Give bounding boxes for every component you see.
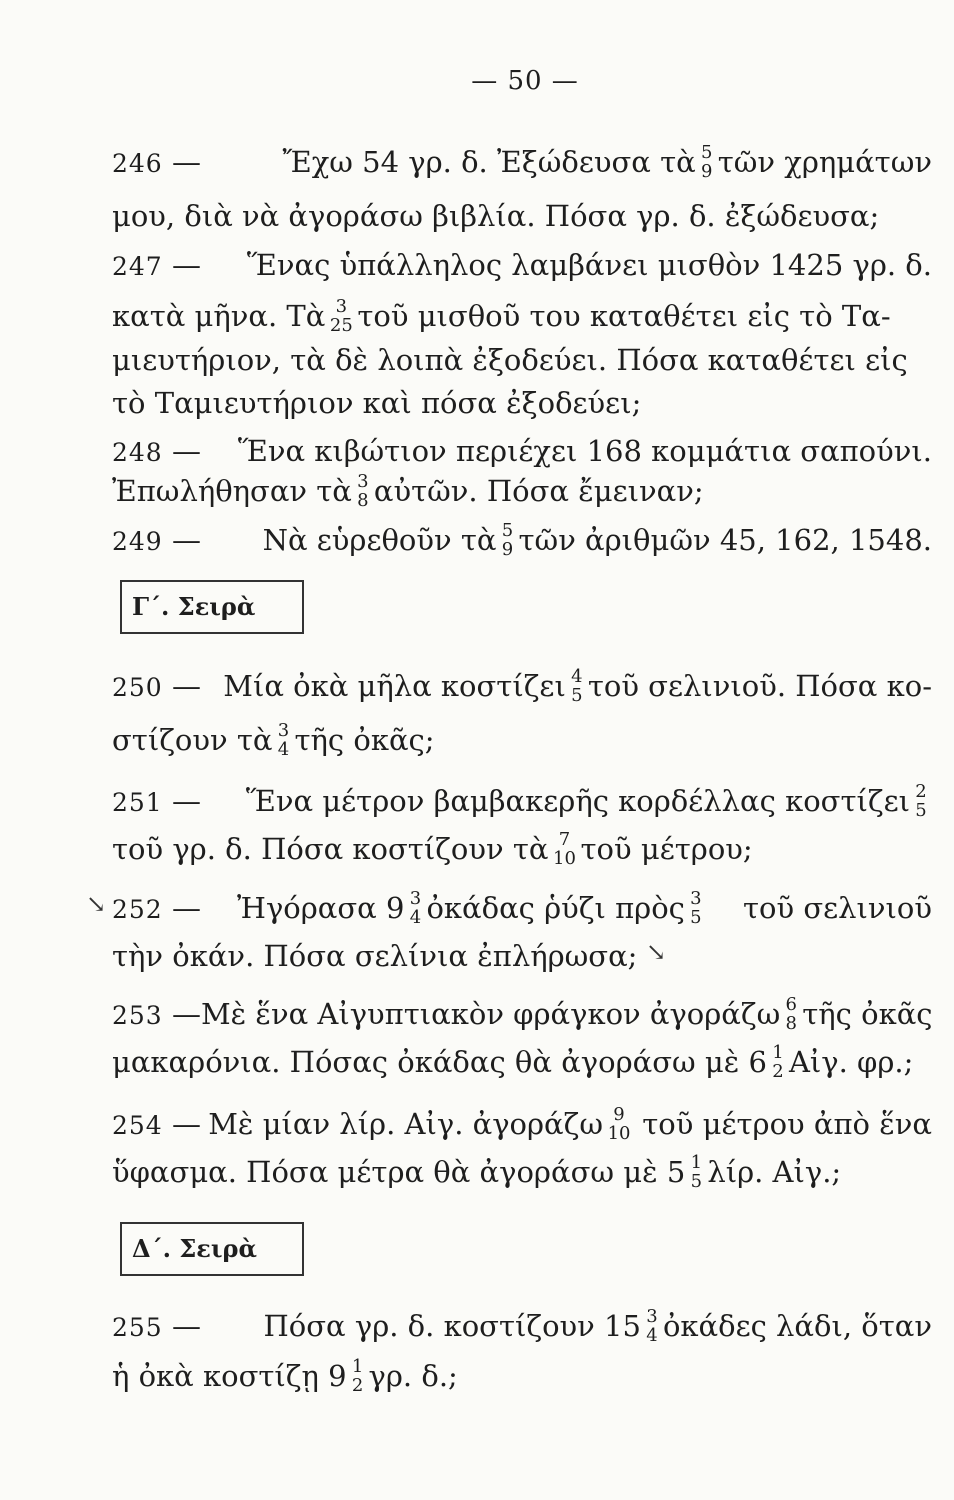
problem-250-line-2: στίζουν τὰ 3 4 τῆς ὀκᾶς; [112,720,435,760]
problem-247-line-4: τὸ Ταμιευτήριον καὶ πόσα ἐξοδεύει; [112,386,642,420]
problem-text: Πόσα γρ. δ. κοστίζουν 15 [263,1309,641,1343]
problem-254-line-2: ὕφασμα. Πόσα μέτρα θὰ ἀγοράσω μὲ 5 1 5 λίρ. Αἰγ.; [112,1152,842,1192]
fraction: 2 5 [915,781,927,821]
section-heading-d: Δ΄. Σειρὰ [120,1222,304,1276]
problem-246-line-2: μου, διὰ νὰ ἀγοράσω βιβλία. Πόσα γρ. δ. ἐξώδευσα; [112,199,880,233]
problem-text: Μὲ μίαν λίρ. Αἰγ. ἀγοράζω [208,1107,604,1141]
fraction: 5 9 [501,520,514,560]
fraction: 1 2 [772,1042,784,1082]
problem-247-line-3: μιευτήριον, τὰ δὲ λοιπὰ ἐξοδεύει. Πόσα καταθέτει εἰς [112,343,908,377]
fraction: 3 4 [409,888,422,928]
problem-number: 255 [112,1313,163,1342]
fraction: 3 5 [690,888,702,928]
section-heading-g: Γ΄. Σειρὰ [120,580,304,634]
fraction: 1 5 [690,1152,703,1192]
problem-text: Ἔχω 54 γρ. δ. Ἐξώδευσα τὰ [282,145,696,179]
problem-249-line-1: 249 — Νὰ εὑρεθοῦν τὰ 5 9 τῶν ἀριθμῶν 45, 162, 1548. [112,520,932,560]
problem-255-line-2: ἡ ὀκὰ κοστίζῃ 9 1 2 γρ. δ.; [112,1356,458,1396]
problem-text: Ἠγόρασα 9 [237,891,405,925]
problem-number: 249 [112,527,163,556]
problem-text: Μία ὀκὰ μῆλα κοστίζει [223,669,566,703]
fraction: 7 10 [553,829,576,869]
problem-number: 247 [112,252,163,281]
problem-254-line-1: 254 — Μὲ μίαν λίρ. Αἰγ. ἀγοράζω 9 10 τοῦ μέτρου ἀπὸ ἕνα [112,1104,932,1144]
problem-number: 246 [112,149,163,178]
fraction: 3 8 [357,471,369,511]
problem-251-line-1: 251 — Ἕνα μέτρον βαμβακερῆς κορδέλλας κοστίζει 2 5 [112,781,927,821]
fraction: 4 5 [571,666,583,706]
fraction: 6 8 [785,994,797,1034]
fraction: 5 9 [700,142,713,182]
fraction: 9 10 [607,1104,631,1144]
problem-253-line-2: μακαρόνια. Πόσας ὀκάδας θὰ ἀγοράσω μὲ 6 1 2 Αἰγ. φρ.; [112,1042,914,1082]
problem-number: 251 [112,788,163,817]
fraction: 3 4 [646,1306,658,1346]
problem-252-line-2: τὴν ὀκάν. Πόσα σελίνια ἐπλήρωσα; [112,939,638,973]
problem-text: Ἕνα μέτρον βαμβακερῆς κορδέλλας κοστίζει [245,784,910,818]
fraction: 1 2 [351,1356,364,1396]
problem-number: 248 [112,438,163,467]
problem-248-line-2: Ἐπωλήθησαν τὰ 3 8 αὐτῶν. Πόσα ἔμειναν; [112,471,704,511]
problem-text: Ἕνα κιβώτιον περιέχει 168 κομμάτια σαπούνι. [237,434,932,468]
problem-248-line-1: 248 — Ἕνα κιβώτιον περιέχει 168 κομμάτια σαπούνι. [112,431,932,473]
problem-253-line-1: 253 — Μὲ ἕνα Αἰγυπτιακὸν φράγκον ἀγοράζω 6 8 τῆς ὀκᾶς [112,994,933,1034]
page-number: — 50 — [471,66,579,96]
problem-251-line-2: τοῦ γρ. δ. Πόσα κοστίζουν τὰ 7 10 τοῦ μέτρου; [112,829,753,869]
problem-255-line-1: 255 — Πόσα γρ. δ. κοστίζουν 15 3 4 ὀκάδες λάδι, ὅταν [112,1306,932,1346]
problem-246-line-1: 246 — Ἔχω 54 γρ. δ. Ἐξώδευσα τὰ 5 9 τῶν χρημάτων [112,142,932,182]
fraction: 3 4 [277,720,290,760]
problem-247-line-2: κατὰ μῆνα. Τὰ 3 25 τοῦ μισθοῦ του καταθέτει εἰς τὸ Τα- [112,296,891,336]
problem-252-line-1: 252 — Ἠγόρασα 9 3 4 ὀκάδας ῥύζι πρὸς 3 5 τοῦ σελινιοῦ [112,888,932,928]
problem-number: 252 [112,895,163,924]
problem-number: 253 [112,1001,163,1030]
pencil-check-mark: ↘ [86,890,107,918]
problem-250-line-1: 250 — Μία ὀκὰ μῆλα κοστίζει 4 5 τοῦ σελινιοῦ. Πόσα κο- [112,666,932,706]
problem-text: Νὰ εὑρεθοῦν τὰ [262,523,497,557]
pencil-check-mark: ↘ [646,938,667,966]
problem-text: Ἕνας ὑπάλληλος λαμβάνει μισθὸν 1425 γρ. δ. [246,248,932,282]
problem-text: Μὲ ἕνα Αἰγυπτιακὸν φράγκον ἀγοράζω [200,997,781,1031]
problem-number: 254 [112,1111,163,1140]
problem-number: 250 [112,673,163,702]
problem-247-line-1: 247 — Ἕνας ὑπάλληλος λαμβάνει μισθὸν 1425 γρ. δ. [112,245,932,287]
fraction: 3 25 [329,296,353,336]
